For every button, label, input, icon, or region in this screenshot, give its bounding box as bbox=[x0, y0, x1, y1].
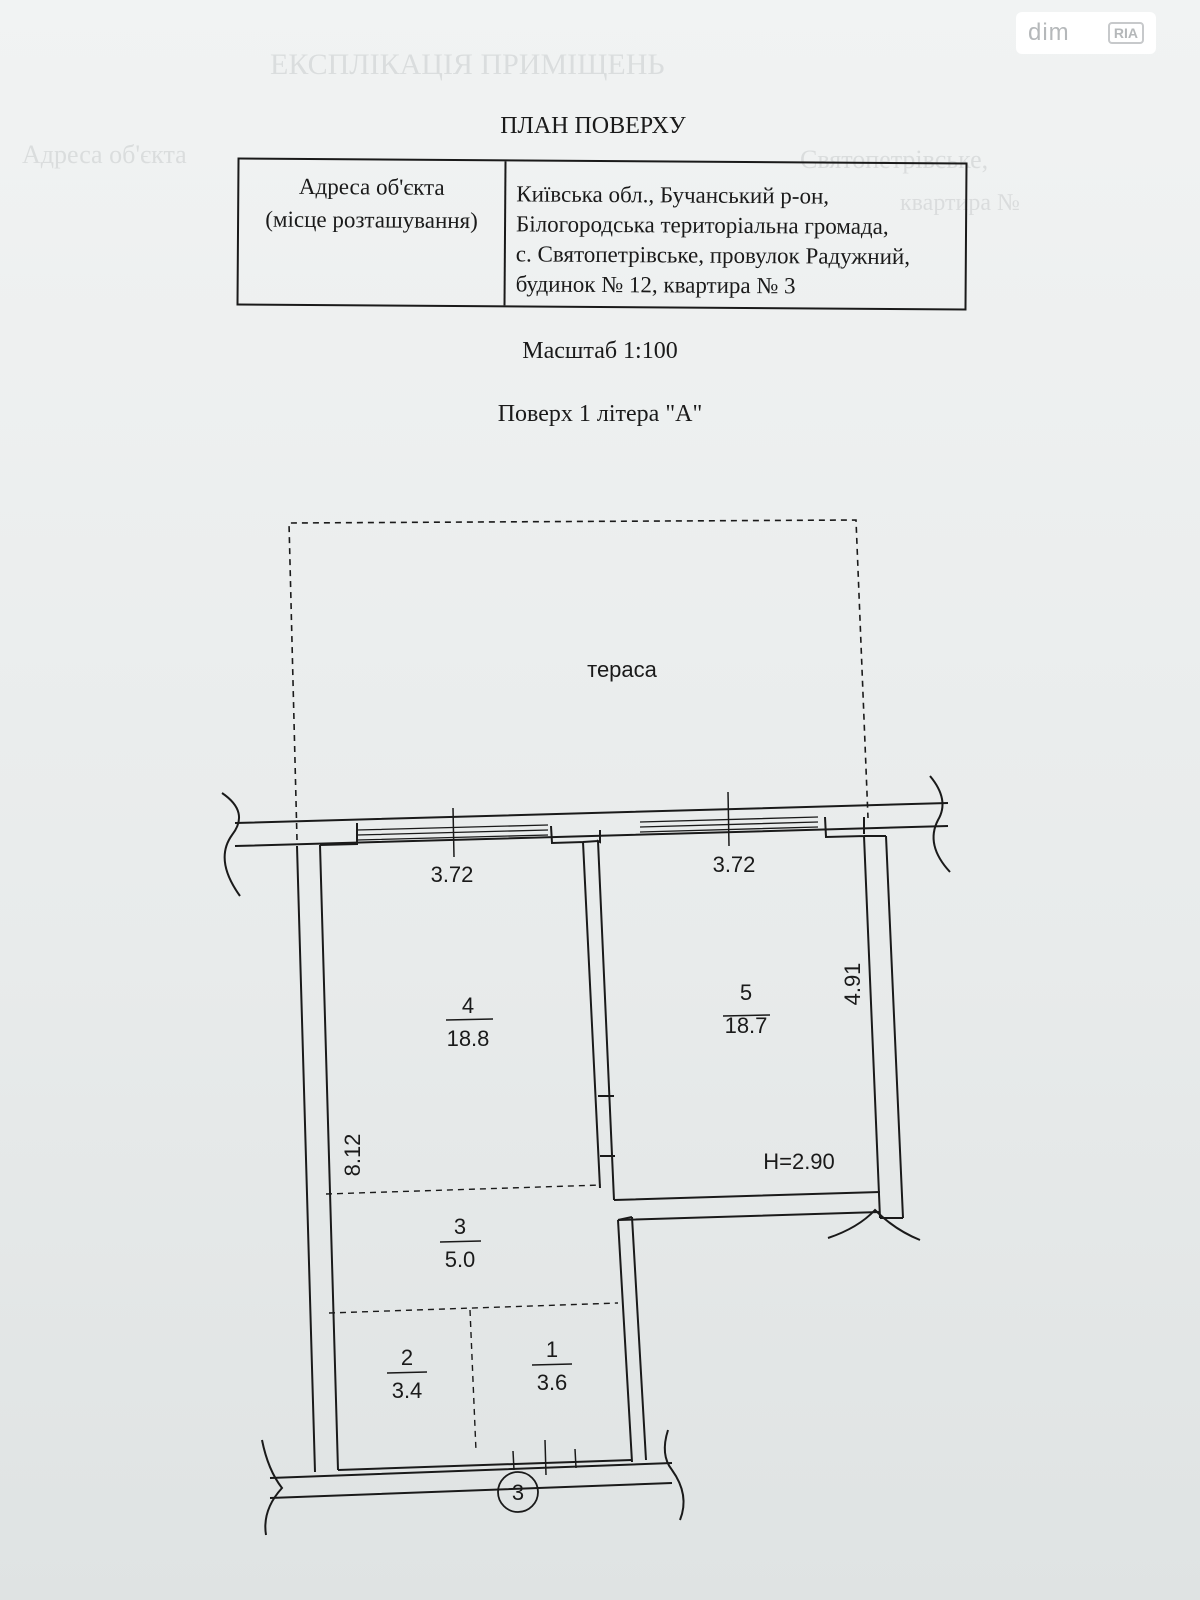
bottom-wall-inner bbox=[338, 1460, 632, 1470]
central-wall bbox=[551, 826, 614, 1200]
room-5-area: 18.7 bbox=[724, 1013, 768, 1038]
room-1-number: 1 bbox=[545, 1337, 559, 1362]
left-wall bbox=[297, 845, 338, 1472]
room-1-area: 3.6 bbox=[536, 1370, 568, 1395]
zone-separator bbox=[329, 1303, 618, 1313]
room-5-number: 5 bbox=[739, 980, 753, 1005]
right-wall bbox=[825, 817, 903, 1218]
ceiling-height: H=2.90 bbox=[763, 1149, 835, 1174]
terrace-label: тераса bbox=[587, 657, 657, 682]
room-2-area: 3.4 bbox=[391, 1378, 423, 1403]
break-line bbox=[930, 776, 950, 872]
axis-marker-label: 3 bbox=[511, 1480, 525, 1505]
address-label-line: (місце розташування) bbox=[265, 206, 478, 234]
window-tick bbox=[453, 792, 729, 857]
bleed-through-text: Адреса об'єкта bbox=[22, 140, 187, 169]
address-label-line: Адреса об'єкта bbox=[298, 173, 445, 200]
fraction-bar bbox=[440, 1241, 481, 1242]
page-title: ПЛАН ПОВЕРХУ bbox=[500, 113, 686, 139]
address-line: с. Святопетрівське, провулок Радужний, bbox=[515, 241, 911, 270]
dimension-top-right: 3.72 bbox=[712, 852, 756, 877]
break-line bbox=[222, 793, 240, 896]
watermark-brand: dim bbox=[1028, 19, 1070, 46]
room5-bottom-wall bbox=[614, 1192, 880, 1220]
room-3-number: 3 bbox=[453, 1214, 467, 1239]
zone-separator bbox=[470, 1310, 476, 1451]
dimension-right-height: 4.91 bbox=[840, 962, 865, 1006]
dimension-left-height: 8.12 bbox=[340, 1133, 365, 1177]
fraction-bar bbox=[446, 1019, 493, 1020]
room-2-number: 2 bbox=[400, 1345, 414, 1370]
bleed-through-text: квартира № bbox=[900, 190, 1020, 216]
zone-separator bbox=[326, 1185, 601, 1194]
fraction-bar bbox=[532, 1364, 572, 1365]
dimension-top-left: 3.72 bbox=[430, 862, 474, 887]
top-wall bbox=[235, 803, 948, 846]
wall-pier bbox=[320, 823, 357, 845]
room-3-area: 5.0 bbox=[444, 1247, 476, 1272]
floor-label: Поверх 1 літера "А" bbox=[497, 401, 703, 427]
bottom-wall bbox=[270, 1463, 672, 1498]
scale-label: Масштаб 1:100 bbox=[522, 338, 678, 364]
break-line bbox=[262, 1440, 282, 1535]
address-line: Білогородська територіальна громада, bbox=[515, 211, 889, 240]
inner-wall-vertical bbox=[618, 1217, 646, 1462]
address-line: будинок № 12, квартира № 3 bbox=[515, 271, 796, 299]
break-line bbox=[665, 1430, 684, 1520]
watermark-sub: RIA bbox=[1108, 22, 1144, 44]
door-bottom bbox=[513, 1440, 576, 1475]
room-4-area: 18.8 bbox=[446, 1026, 490, 1051]
room-4-number: 4 bbox=[461, 993, 475, 1018]
bleed-through-text: ЕКСПЛІКАЦІЯ ПРИМІЩЕНЬ bbox=[270, 48, 665, 81]
break-line bbox=[828, 1210, 920, 1240]
bleed-through-text: Святопетрівське, bbox=[800, 145, 989, 174]
fraction-bar bbox=[387, 1372, 427, 1373]
address-line: Київська обл., Бучанський р-он, bbox=[516, 181, 830, 209]
terrace-outline bbox=[289, 520, 868, 840]
